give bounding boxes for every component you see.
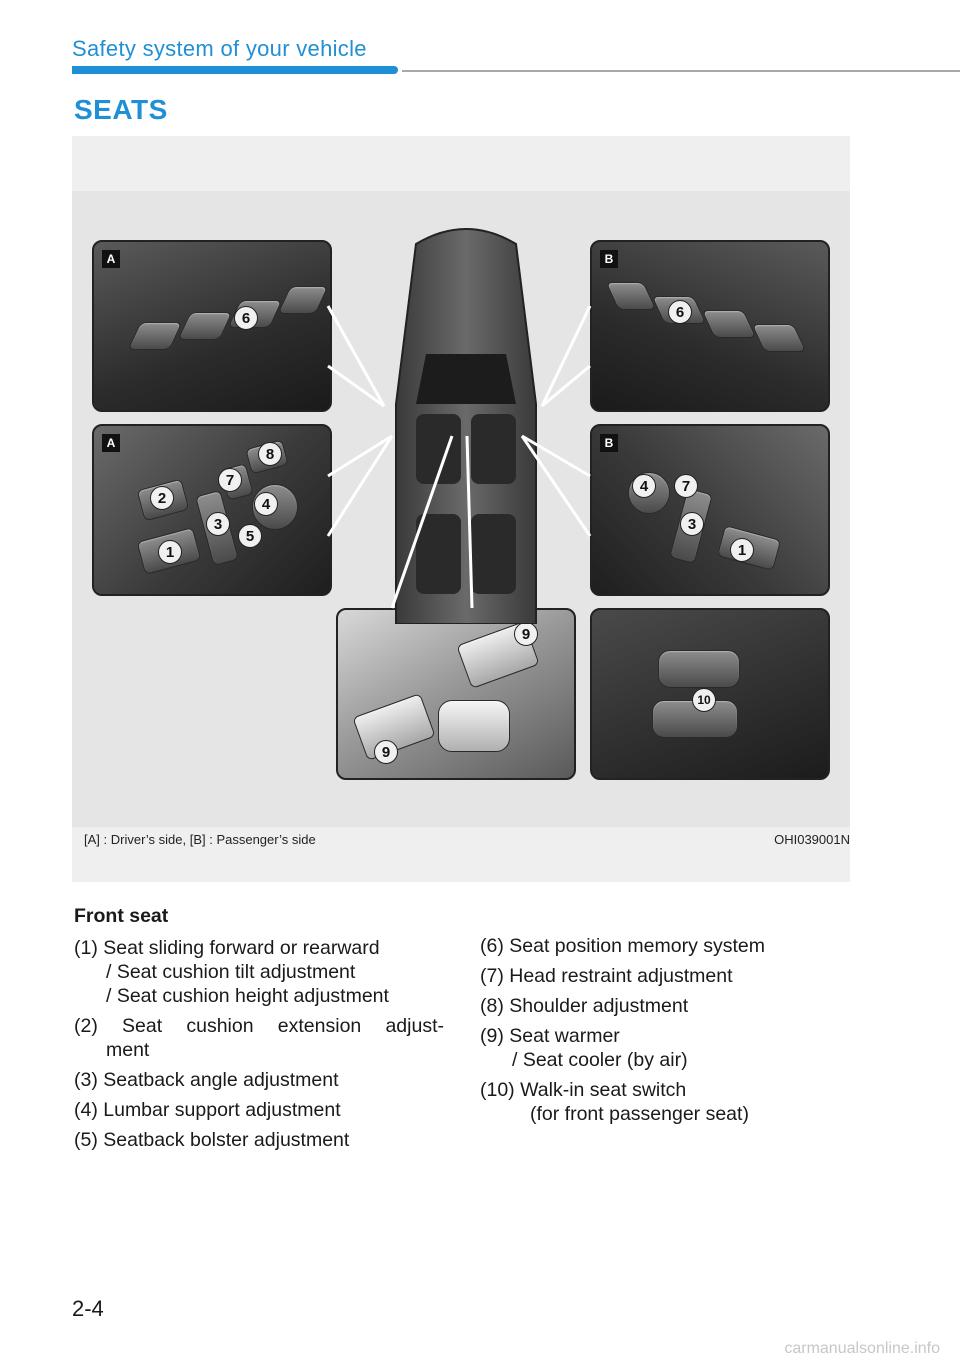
list-item: (8) Shoulder adjustment [480, 995, 689, 1017]
page-number: 2-4 [72, 1296, 104, 1321]
list-item: (2) Seat cushion extension adjust- ment [74, 1015, 444, 1061]
callout-number: 4 [254, 492, 278, 516]
callout-number: 7 [218, 468, 242, 492]
callout-number: 2 [150, 486, 174, 510]
callout-number: 10 [692, 688, 716, 712]
figure-code: OHI039001N [774, 832, 850, 847]
list-item: (5) Seatback bolster adjustment [74, 1129, 350, 1151]
panel-tag: B [600, 250, 618, 268]
list-item: (1) Seat sliding forward or rearward / Seat cushion tilt adjustment / Seat cushion height adjustment [74, 937, 389, 1007]
callout-number: 9 [374, 740, 398, 764]
list-item: (9) Seat warmer / Seat cooler (by air) [480, 1025, 688, 1071]
list-item: (7) Head restraint adjustment [480, 965, 733, 987]
page-header [72, 36, 960, 76]
header-rule [402, 70, 960, 72]
content-right-column [480, 934, 860, 1132]
callout-number: 6 [668, 300, 692, 324]
watermark: carmanualsonline.info [784, 1340, 940, 1357]
memory-button [277, 286, 328, 314]
panel-console-seat-climate [336, 608, 576, 780]
callout-number: 3 [206, 512, 230, 536]
memory-button [177, 312, 232, 340]
callout-number: 9 [514, 622, 538, 646]
gear-shift-knob [438, 700, 510, 752]
figure-caption: [A] : Driver’s side, [B] : Passenger’s side [84, 832, 316, 847]
callout-number: 4 [632, 474, 656, 498]
walk-in-forward-button [658, 650, 740, 688]
panel-tag: A [102, 250, 120, 268]
panel-tag: B [600, 434, 618, 452]
chapter-title: SEATS [74, 94, 168, 125]
callout-number: 8 [258, 442, 282, 466]
seat-controls-figure [72, 136, 850, 882]
callout-number: 6 [234, 306, 258, 330]
content-left-column [74, 904, 444, 1158]
callout-number: 7 [674, 474, 698, 498]
panel-b-seat-switch [590, 424, 830, 596]
memory-button [701, 310, 756, 338]
list-item: (6) Seat position memory system [480, 935, 766, 957]
subsection-heading: Front seat [74, 905, 169, 927]
callout-number: 1 [730, 538, 754, 562]
panel-b-memory [590, 240, 830, 412]
memory-button [127, 322, 182, 350]
panel-tag: A [102, 434, 120, 452]
panel-a-seat-switch [92, 424, 332, 596]
memory-button [605, 282, 656, 310]
header-rule-accent [72, 66, 398, 74]
list-item: (4) Lumbar support adjustment [74, 1099, 341, 1121]
memory-button [751, 324, 806, 352]
list-item: (3) Seatback angle adjustment [74, 1069, 339, 1091]
list-item: (10) Walk-in seat switch (for front passenger seat) [480, 1079, 749, 1125]
panel-a-memory [92, 240, 332, 412]
callout-number: 1 [158, 540, 182, 564]
section-title: Safety system of your vehicle [72, 36, 367, 61]
callout-number: 5 [238, 524, 262, 548]
panel-walk-in-switch [590, 608, 830, 780]
callout-number: 3 [680, 512, 704, 536]
car-top-view [376, 224, 556, 624]
